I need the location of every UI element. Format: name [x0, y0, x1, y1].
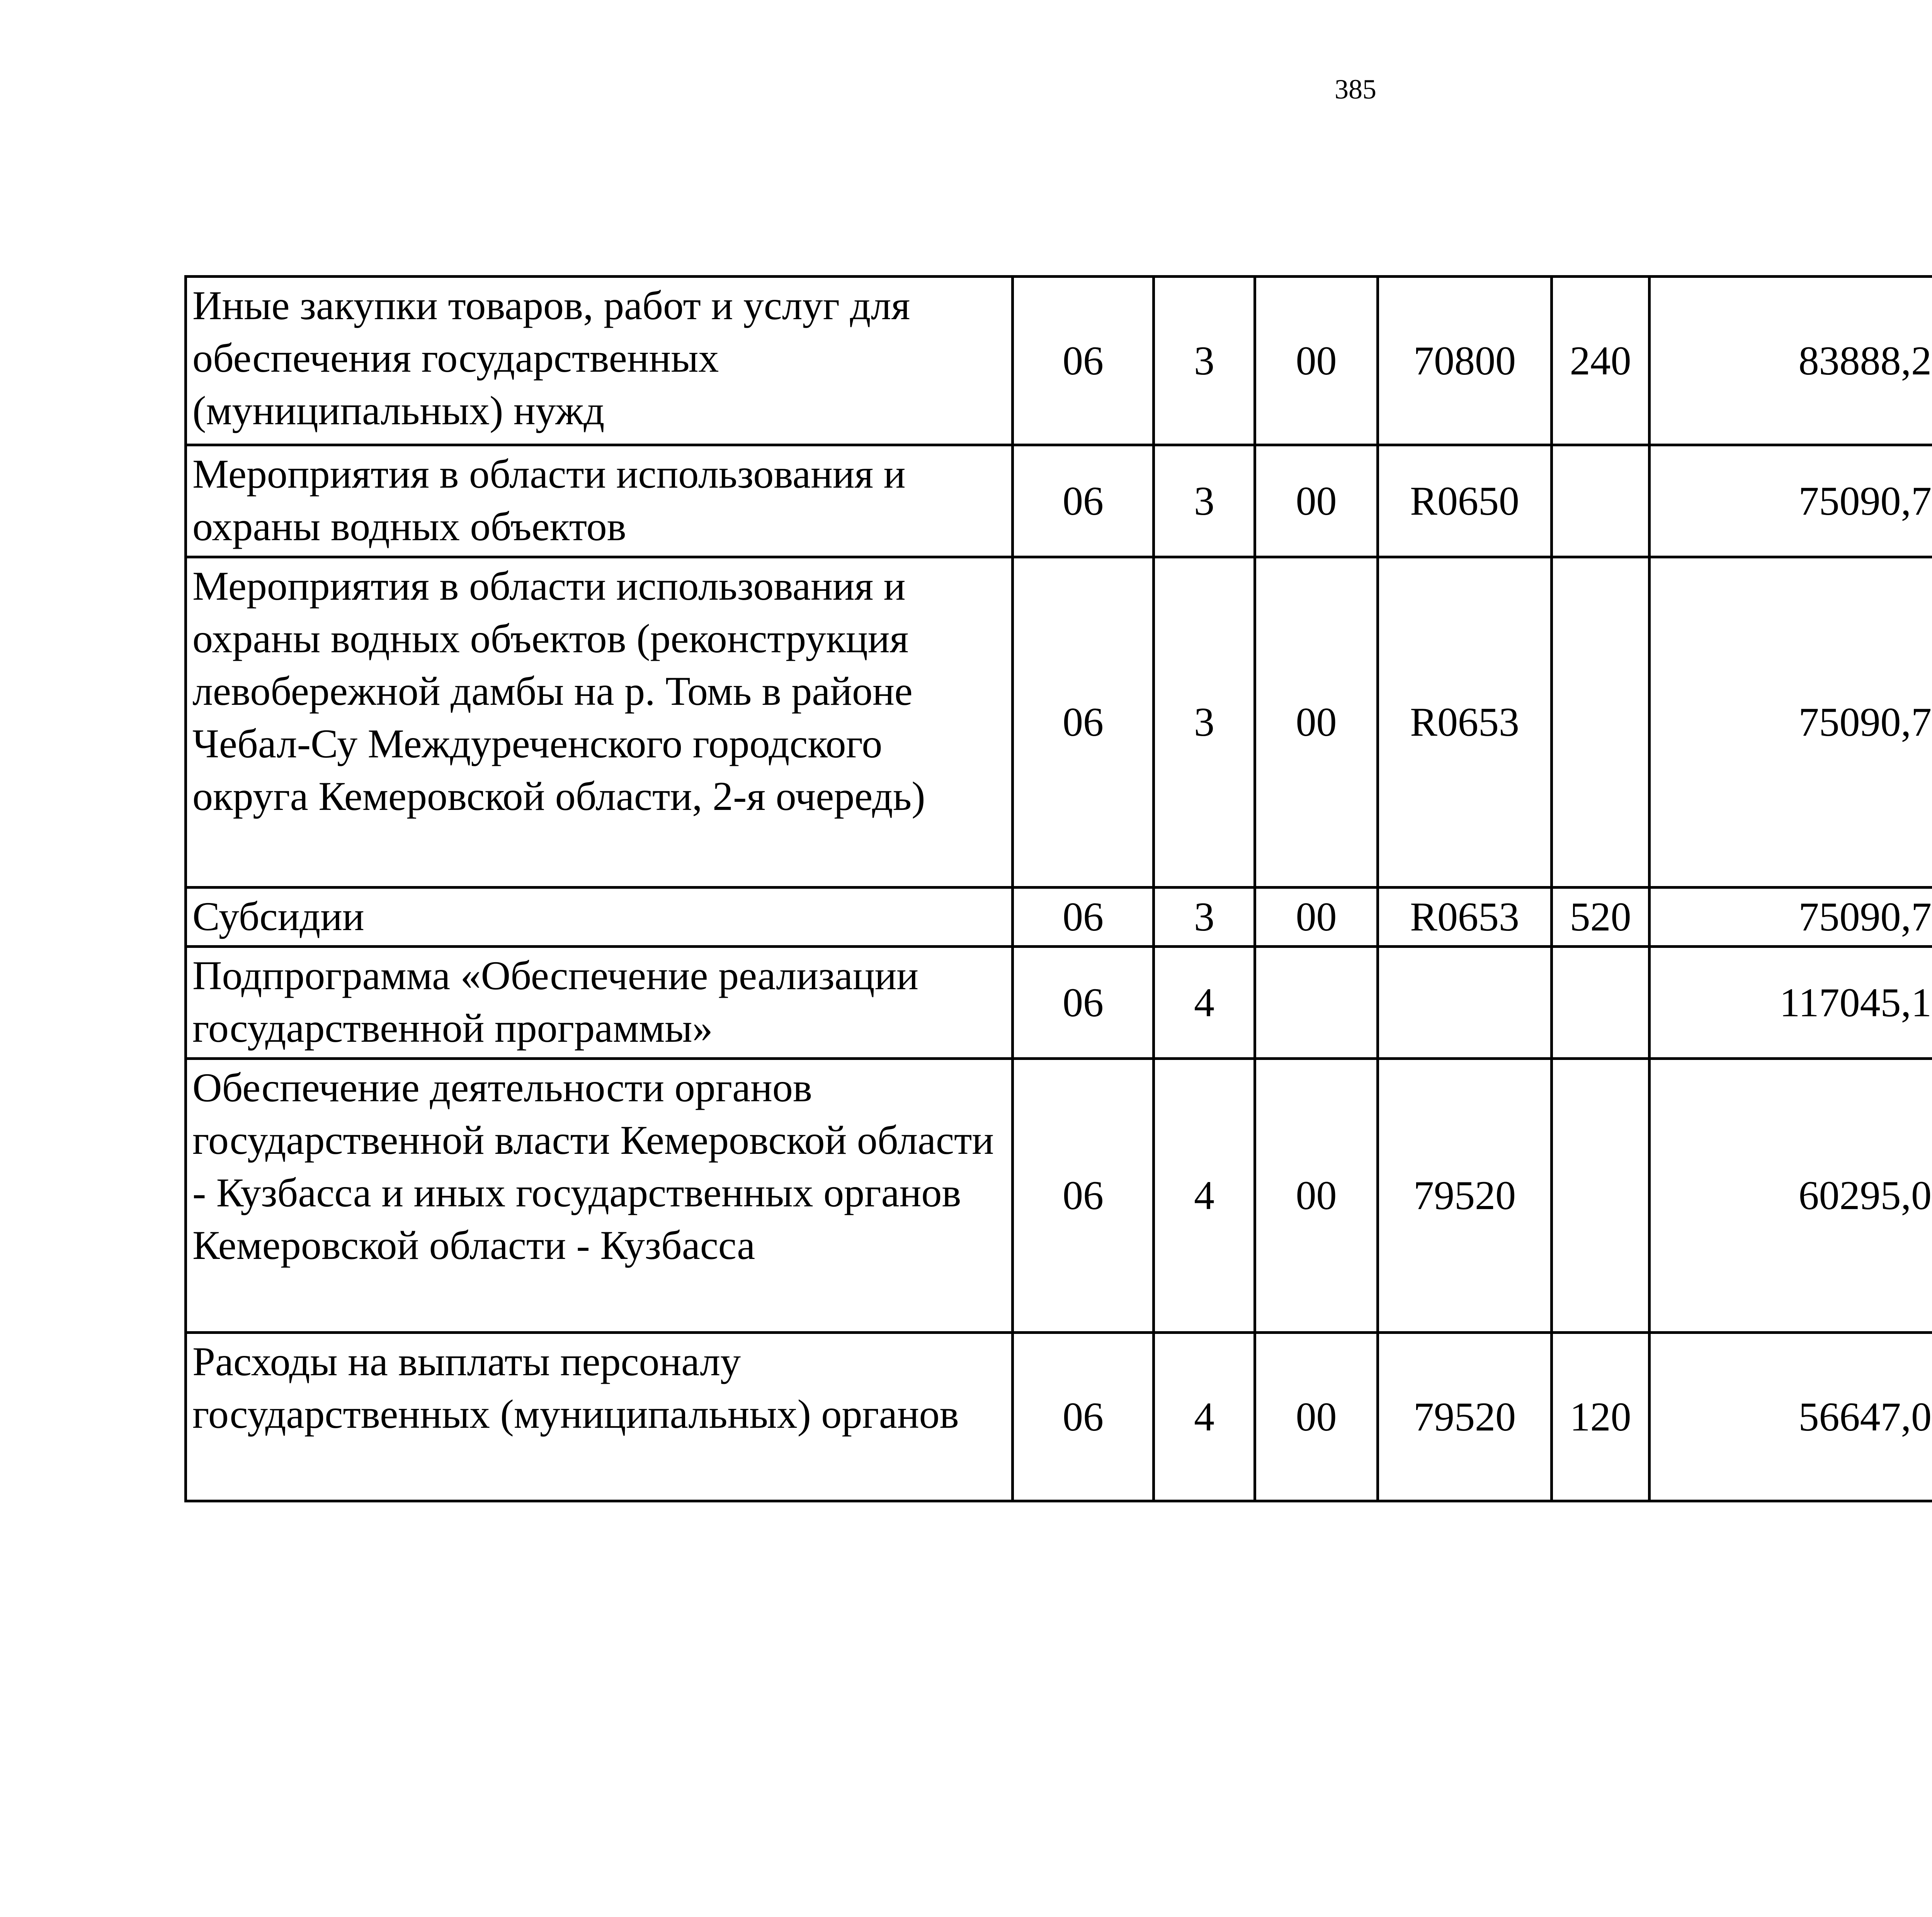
- table-row: [186, 445, 1932, 557]
- subprogram-code: 3: [1154, 557, 1255, 888]
- section-code: 06: [1013, 557, 1154, 888]
- amount-year-1: 117045,1: [1650, 947, 1932, 1059]
- row-name: Мероприятия в области использования и охраны водных объектов: [186, 445, 1013, 557]
- direction-code: R0653: [1378, 888, 1552, 947]
- expense-type-code: 520: [1552, 888, 1650, 947]
- direction-code: 79520: [1378, 1333, 1552, 1501]
- amount-year-1: 75090,7: [1650, 557, 1932, 888]
- main-event-code: 00: [1255, 277, 1378, 445]
- expense-type-code: [1552, 557, 1650, 888]
- expense-type-code: [1552, 445, 1650, 557]
- amount-year-1: 75090,7: [1650, 445, 1932, 557]
- section-code: 06: [1013, 277, 1154, 445]
- main-event-code: 00: [1255, 1059, 1378, 1333]
- table-row: [186, 557, 1932, 888]
- row-name: Мероприятия в области использования и охраны водных объектов (реконструкция левобережной дамбы на р. Томь в районе Чебал-Су Междуреченского городского округа Кемеровской области, 2-я очередь): [186, 557, 1013, 888]
- table-row: [186, 1059, 1932, 1333]
- subprogram-code: 3: [1154, 445, 1255, 557]
- subprogram-code: 3: [1154, 277, 1255, 445]
- direction-code: [1378, 947, 1552, 1059]
- row-name: Расходы на выплаты персоналу государственных (муниципальных) органов: [186, 1333, 1013, 1501]
- table-row: [186, 947, 1932, 1059]
- subprogram-code: 4: [1154, 947, 1255, 1059]
- amount-year-1: 60295,0: [1650, 1059, 1932, 1333]
- section-code: 06: [1013, 1059, 1154, 1333]
- direction-code: R0653: [1378, 557, 1552, 888]
- direction-code: 79520: [1378, 1059, 1552, 1333]
- direction-code: 70800: [1378, 277, 1552, 445]
- expense-type-code: [1552, 1059, 1650, 1333]
- subprogram-code: 4: [1154, 1333, 1255, 1501]
- expense-type-code: 240: [1552, 277, 1650, 445]
- expense-type-code: 120: [1552, 1333, 1650, 1501]
- section-code: 06: [1013, 947, 1154, 1059]
- row-name: Субсидии: [186, 888, 1013, 947]
- budget-table: [184, 275, 1932, 1502]
- section-code: 06: [1013, 888, 1154, 947]
- row-name: Подпрограмма «Обеспечение реализации государственной программы»: [186, 947, 1013, 1059]
- direction-code: R0650: [1378, 445, 1552, 557]
- amount-year-1: 83888,2: [1650, 277, 1932, 445]
- section-code: 06: [1013, 1333, 1154, 1501]
- page-number: 385: [1335, 74, 1376, 105]
- table-row: [186, 888, 1932, 947]
- amount-year-1: 56647,0: [1650, 1333, 1932, 1501]
- subprogram-code: 4: [1154, 1059, 1255, 1333]
- main-event-code: 00: [1255, 557, 1378, 888]
- amount-year-1: 75090,7: [1650, 888, 1932, 947]
- table-row: [186, 277, 1932, 445]
- subprogram-code: 3: [1154, 888, 1255, 947]
- table-row: [186, 1333, 1932, 1501]
- main-event-code: [1255, 947, 1378, 1059]
- expense-type-code: [1552, 947, 1650, 1059]
- main-event-code: 00: [1255, 445, 1378, 557]
- row-name: Иные закупки товаров, работ и услуг для обеспечения государственных (муниципальных) нужд: [186, 277, 1013, 445]
- section-code: 06: [1013, 445, 1154, 557]
- main-event-code: 00: [1255, 1333, 1378, 1501]
- main-event-code: 00: [1255, 888, 1378, 947]
- row-name: Обеспечение деятельности органов государственной власти Кемеровской области - Кузбасса и иных государственных органов Кемеровской области - Кузбасса: [186, 1059, 1013, 1333]
